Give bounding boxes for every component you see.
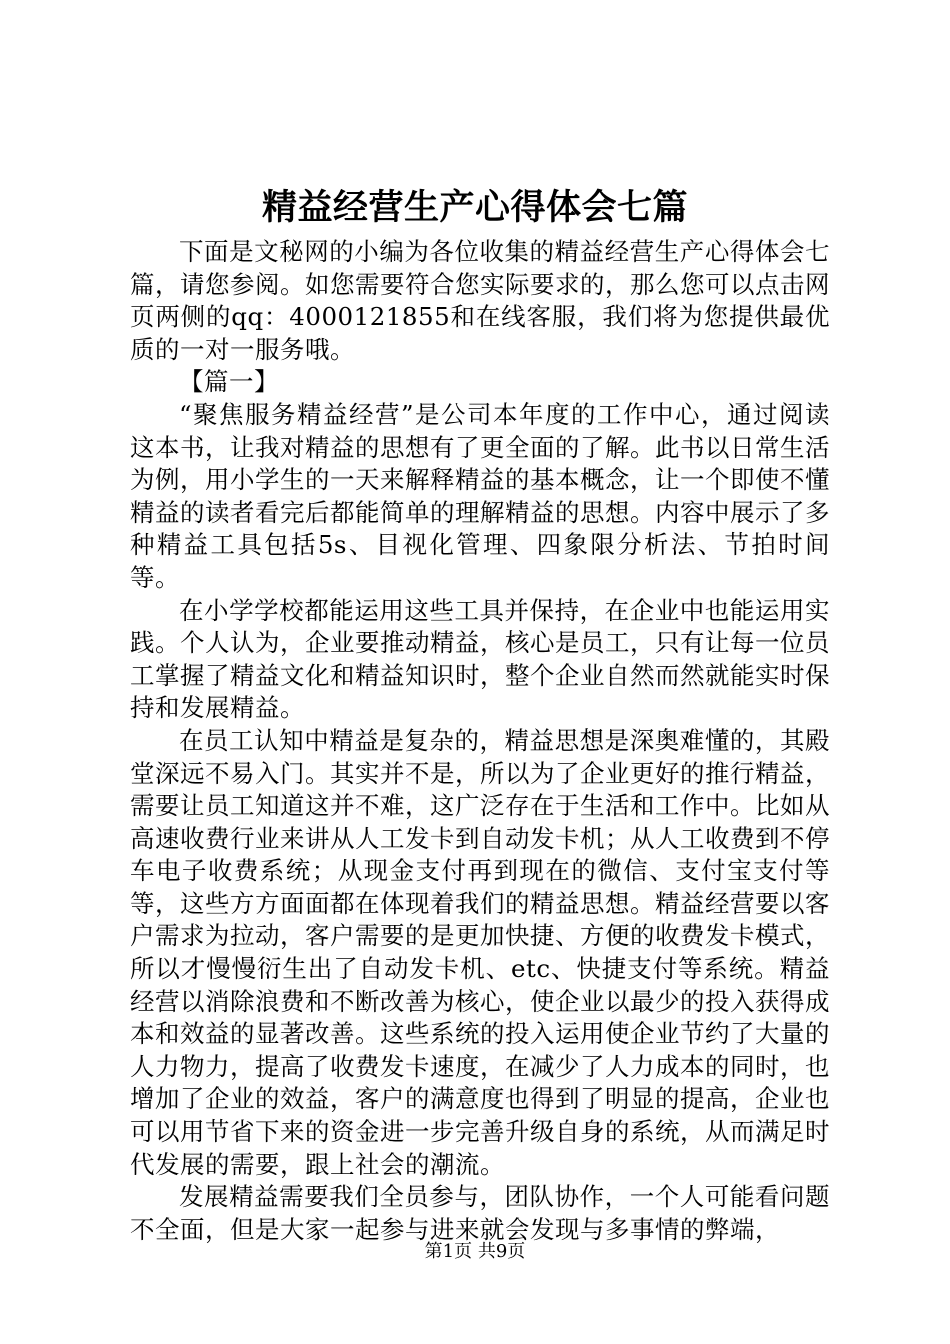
section-heading: 【篇一】	[179, 367, 279, 397]
document-title: 精益经营生产心得体会七篇	[261, 187, 688, 228]
page-footer: 第1页 共9页	[424, 1241, 526, 1262]
body-paragraph: 发展精益需要我们全员参与，团队协作，一个人可能看问题不全面，但是大家一起参与进来就会发现与多事情的弊端，	[130, 1182, 830, 1244]
body-paragraph: 在小学学校都能运用这些工具并保持，在企业中也能运用实践。个人认为，企业要推动精益，核心是员工，只有让每一位员工掌握了精益文化和精益知识时，整个企业自然而然就能实时保持和发展精益。	[130, 595, 830, 723]
body-paragraph: “聚焦服务精益经营”是公司本年度的工作中心，通过阅读这本书，让我对精益的思想有了更全面的了解。此书以日常生活为例，用小学生的一天来解释精益的基本概念，让一个即使不懂精益的读者看完后都能简单的理解精益的思想。内容中展示了多种精益工具包括5s、目视化管理、四象限分析法、节拍时间等。	[130, 399, 830, 592]
document-body	[130, 236, 830, 1246]
body-paragraph: 在员工认知中精益是复杂的，精益思想是深奥难懂的，其殿堂深远不易入门。其实并不是，所以为了企业更好的推行精益，需要让员工知道这并不难，这广泛存在于生活和工作中。比如从高速收费行业来讲从人工发卡到自动发卡机；从人工收费到不停车电子收费系统；从现金支付再到现在的微信、支付宝支付等等，这些方方面面都在体现着我们的精益思想。精益经营要以客户需求为拉动，客户需要的是更加快捷、方便的收费发卡模式，所以才慢慢衍生出了自动发卡机、etc、快捷支付等系统。精益经营以消除浪费和不断改善为核心，使企业以最少的投入获得成本和效益的显著改善。这些系统的投入运用使企业节约了大量的人力物力，提高了收费发卡速度，在减少了人力成本的同时，也增加了企业的效益，客户的满意度也得到了明显的提高，企业也可以用节省下来的资金进一步完善升级自身的系统，从而满足时代发展的需要，跟上社会的潮流。	[130, 725, 830, 1179]
intro-paragraph: 下面是文秘网的小编为各位收集的精益经营生产心得体会七篇，请您参阅。如您需要符合您实际要求的，那么您可以点击网页两侧的qq：4000121855和在线客服，我们将为您提供最优质的一对一服务哦。	[130, 237, 830, 364]
